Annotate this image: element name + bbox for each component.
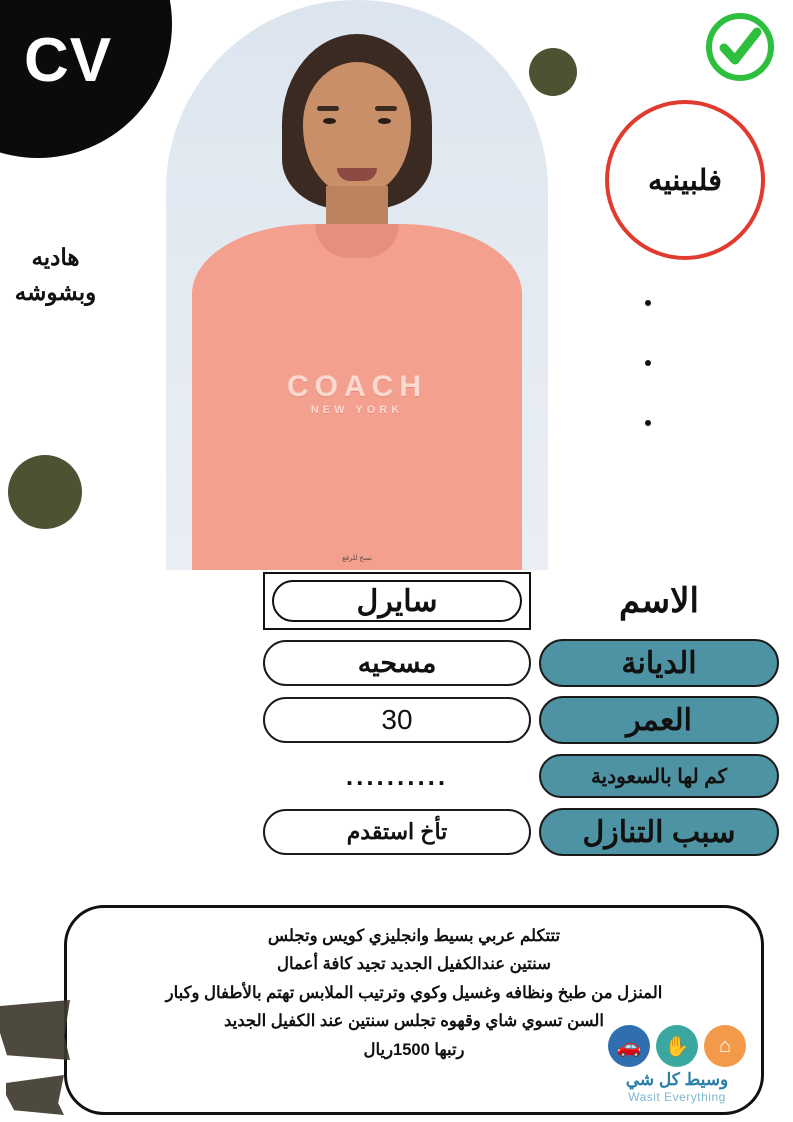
decorative-olive-dot-top	[529, 48, 577, 96]
notes-line: تتتكلم عربي بسيط وانجليزي كويس وتجلس	[267, 927, 561, 945]
photo-shirt-brand-sub: NEW YORK	[310, 404, 404, 416]
decorative-brush-stroke	[6, 1075, 64, 1115]
photo-shirt-brand: COACH	[287, 370, 427, 403]
field-value-time-in-ksa: ..........	[263, 753, 531, 799]
fields-section	[0, 572, 793, 865]
field-value-name-box	[263, 572, 531, 630]
field-row-name	[0, 572, 793, 630]
decorative-brush-stroke	[0, 1000, 70, 1060]
house-icon: ⌂	[704, 1025, 746, 1067]
car-icon: 🚗	[608, 1025, 650, 1067]
field-label-name: الاسم	[619, 582, 699, 620]
field-row-age	[0, 696, 793, 744]
logo-text-arabic: وسيط كل شي	[625, 1070, 729, 1089]
notes-line: السن تسوي شاي وقهوه تجلس سنتين عند الكفيل الجديد	[224, 1012, 604, 1031]
field-label-religion: الديانة	[539, 639, 779, 687]
logo-text-english: Wasit Everything	[628, 1090, 726, 1104]
bullet-dot	[645, 360, 651, 366]
logo-icon-group	[577, 1025, 777, 1067]
field-value-name: سايرل	[272, 580, 522, 622]
bullet-list	[645, 300, 651, 426]
field-row-time-in-ksa	[0, 753, 793, 799]
nationality-value: فلبينيه	[648, 164, 723, 197]
hand-icon: ✋	[656, 1025, 698, 1067]
notes-line: رتبها 1500ريال	[363, 1040, 465, 1059]
bullet-dot	[645, 300, 651, 306]
field-label-time-in-ksa: كم لها بالسعودية	[539, 754, 779, 798]
cv-badge-label: CV	[23, 25, 113, 95]
field-row-transfer-reason	[0, 808, 793, 856]
field-value-age: 30	[263, 697, 531, 743]
traits-text: هاديه وبشوشه	[14, 244, 97, 305]
photo-brow-right	[375, 106, 397, 111]
field-row-religion	[0, 639, 793, 687]
agency-logo	[577, 1025, 777, 1104]
photo-watermark: نسخ للرفع	[341, 555, 373, 562]
field-label-age: العمر	[539, 696, 779, 744]
field-label-transfer-reason: سبب التنازل	[539, 808, 779, 856]
field-value-religion: مسحيه	[263, 640, 531, 686]
notes-line: المنزل من طبخ ونظافه وغسيل وكوي وترتيب الملابس تهتم بالأطفال وكبار	[165, 983, 663, 1002]
applicant-photo	[166, 0, 548, 570]
nationality-badge	[605, 100, 765, 260]
photo-brow-left	[317, 106, 339, 111]
bullet-dot	[645, 420, 651, 426]
notes-line: سنتين عندالكفيل الجديد تجيد كافة أعمال	[277, 955, 551, 974]
check-circle-icon	[701, 8, 779, 86]
photo-eye-right	[378, 118, 391, 124]
photo-eye-left	[323, 118, 336, 124]
decorative-olive-dot-left	[8, 455, 82, 529]
field-value-transfer-reason: تأخ استقدم	[263, 809, 531, 855]
